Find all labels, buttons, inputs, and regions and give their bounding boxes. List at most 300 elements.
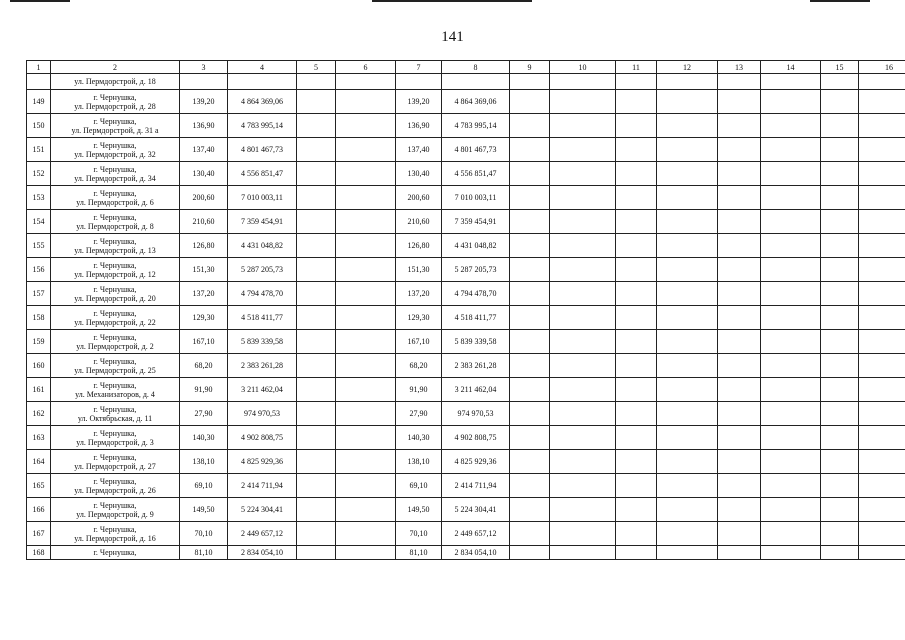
cell-empty	[761, 74, 821, 90]
cell-empty	[718, 138, 761, 162]
cell-empty	[616, 354, 657, 378]
cell-empty	[821, 138, 859, 162]
cell-address	[51, 450, 180, 474]
cell-empty	[510, 474, 550, 498]
column-header: 15	[821, 61, 859, 74]
column-header: 1	[27, 61, 51, 74]
cell-cost: 974 970,53	[228, 402, 297, 426]
cell-empty	[336, 282, 396, 306]
address-street: ул. Пермдорстрой, д. 28	[74, 101, 156, 111]
cell-empty	[616, 450, 657, 474]
cell-empty	[297, 234, 336, 258]
cell-cost: 5 224 304,41	[228, 498, 297, 522]
cell-empty	[297, 330, 336, 354]
cell-empty	[616, 330, 657, 354]
address-street: ул. Пермдорстрой, д. 12	[74, 269, 156, 279]
address-city: г. Чернушка,	[93, 260, 137, 270]
cell-address	[51, 282, 180, 306]
cell-empty	[336, 330, 396, 354]
cell-empty	[859, 186, 905, 210]
cell-empty	[821, 74, 859, 90]
cell-area: 138,10	[180, 450, 228, 474]
cell-address	[51, 426, 180, 450]
cell-empty	[297, 546, 336, 560]
cell-row-number: 154	[27, 210, 51, 234]
cell-address	[51, 114, 180, 138]
cell-empty	[297, 450, 336, 474]
cell-row-number: 153	[27, 186, 51, 210]
cell-empty	[336, 522, 396, 546]
address-city: г. Чернушка,	[93, 140, 137, 150]
cell-empty	[859, 90, 905, 114]
address-street: ул. Пермдорстрой, д. 27	[74, 461, 156, 471]
cell-empty	[821, 258, 859, 282]
cell-empty	[821, 282, 859, 306]
cell-empty	[510, 258, 550, 282]
cell-cost: 4 902 808,75	[228, 426, 297, 450]
cell-empty	[510, 450, 550, 474]
cell-address	[51, 546, 180, 560]
cell-cost: 2 383 261,28	[228, 354, 297, 378]
cell-empty	[859, 162, 905, 186]
cell-empty	[297, 162, 336, 186]
cell-cost-total: 4 431 048,82	[442, 234, 510, 258]
cell-area-total: 140,30	[396, 426, 442, 450]
address-city: г. Чернушка,	[93, 428, 137, 438]
cell-empty	[718, 186, 761, 210]
cell-empty	[550, 402, 616, 426]
cell-empty	[297, 306, 336, 330]
cell-area: 68,20	[180, 354, 228, 378]
address-city: г. Чернушка,	[93, 92, 137, 102]
cell-empty	[510, 522, 550, 546]
cell-area: 140,30	[180, 426, 228, 450]
top-rule-center	[372, 0, 532, 2]
cell-empty	[616, 90, 657, 114]
cell-empty	[297, 74, 336, 90]
cell-empty	[859, 330, 905, 354]
cell-area-total: 68,20	[396, 354, 442, 378]
cell-empty	[616, 522, 657, 546]
column-header: 10	[550, 61, 616, 74]
carryover-row	[27, 74, 905, 90]
cell-empty	[336, 474, 396, 498]
address-street: ул. Пермдорстрой, д. 34	[74, 173, 156, 183]
column-header: 11	[616, 61, 657, 74]
cell-empty	[616, 186, 657, 210]
address-street: ул. Пермдорстрой, д. 9	[76, 509, 154, 519]
cell-empty	[821, 234, 859, 258]
cell-area: 137,40	[180, 138, 228, 162]
cell-row-number: 158	[27, 306, 51, 330]
cell-empty	[616, 234, 657, 258]
cell-empty	[718, 210, 761, 234]
column-header: 8	[442, 61, 510, 74]
cell-empty	[336, 186, 396, 210]
cell-address	[51, 522, 180, 546]
cell-row-number: 166	[27, 498, 51, 522]
cell-empty	[657, 282, 718, 306]
cell-area-total: 126,80	[396, 234, 442, 258]
property-register-table	[26, 60, 905, 560]
column-header: 3	[180, 61, 228, 74]
cell-empty	[821, 378, 859, 402]
cell-cost: 5 839 339,58	[228, 330, 297, 354]
cell-empty	[336, 258, 396, 282]
cell-empty	[336, 546, 396, 560]
cell-area-total: 139,20	[396, 90, 442, 114]
cell-area-total: 130,40	[396, 162, 442, 186]
cell-empty	[510, 186, 550, 210]
cell-empty	[859, 258, 905, 282]
cell-empty	[718, 330, 761, 354]
cell-empty	[550, 546, 616, 560]
cell-cost: 4 825 929,36	[228, 450, 297, 474]
cell-address	[51, 90, 180, 114]
cell-area-total: 167,10	[396, 330, 442, 354]
cell-empty	[550, 114, 616, 138]
cell-empty	[657, 378, 718, 402]
cell-empty	[761, 210, 821, 234]
cell-empty	[550, 162, 616, 186]
cell-empty	[859, 306, 905, 330]
cell-empty	[27, 74, 51, 90]
cell-empty	[336, 426, 396, 450]
address-street: ул. Пермдорстрой, д. 26	[74, 485, 156, 495]
address-street: ул. Пермдорстрой, д. 2	[76, 341, 154, 351]
cell-empty	[761, 330, 821, 354]
table-row	[27, 90, 905, 114]
cell-empty	[297, 138, 336, 162]
cell-area: 70,10	[180, 522, 228, 546]
cell-empty	[616, 378, 657, 402]
cell-empty	[821, 330, 859, 354]
cell-empty	[657, 186, 718, 210]
cell-address	[51, 138, 180, 162]
cell-cost: 4 801 467,73	[228, 138, 297, 162]
cell-empty	[761, 354, 821, 378]
cell-empty	[297, 282, 336, 306]
cell-empty	[510, 210, 550, 234]
cell-empty	[821, 90, 859, 114]
cell-empty	[336, 210, 396, 234]
address-city: г. Чернушка,	[93, 476, 137, 486]
cell-cost-total: 5 839 339,58	[442, 330, 510, 354]
cell-empty	[657, 138, 718, 162]
cell-address	[51, 234, 180, 258]
cell-address	[51, 330, 180, 354]
cell-empty	[510, 546, 550, 560]
cell-empty	[616, 426, 657, 450]
cell-empty	[336, 114, 396, 138]
address-street: ул. Пермдорстрой, д. 16	[74, 533, 156, 543]
cell-address: ул. Пермдорстрой, д. 18	[51, 74, 180, 90]
cell-empty	[550, 258, 616, 282]
cell-empty	[550, 354, 616, 378]
cell-empty	[510, 426, 550, 450]
table-row	[27, 522, 905, 546]
table-row	[27, 330, 905, 354]
cell-empty	[821, 402, 859, 426]
cell-area: 91,90	[180, 378, 228, 402]
cell-row-number: 168	[27, 546, 51, 560]
cell-empty	[297, 522, 336, 546]
cell-empty	[336, 378, 396, 402]
cell-empty	[616, 306, 657, 330]
cell-empty	[510, 282, 550, 306]
table-row	[27, 498, 905, 522]
address-city: г. Чернушка,	[93, 380, 137, 390]
cell-area-total: 129,30	[396, 306, 442, 330]
cell-area-total: 210,60	[396, 210, 442, 234]
cell-empty	[761, 546, 821, 560]
cell-cost-total: 7 359 454,91	[442, 210, 510, 234]
cell-address	[51, 498, 180, 522]
cell-empty	[550, 330, 616, 354]
cell-empty	[550, 282, 616, 306]
cell-empty	[510, 234, 550, 258]
cell-cost: 4 794 478,70	[228, 282, 297, 306]
cell-empty	[510, 402, 550, 426]
cell-empty	[657, 498, 718, 522]
cell-area-total: 138,10	[396, 450, 442, 474]
cell-row-number: 159	[27, 330, 51, 354]
cell-area-total: 91,90	[396, 378, 442, 402]
cell-row-number: 155	[27, 234, 51, 258]
cell-empty	[718, 162, 761, 186]
cell-empty	[821, 186, 859, 210]
cell-row-number: 152	[27, 162, 51, 186]
cell-empty	[616, 498, 657, 522]
cell-empty	[761, 162, 821, 186]
cell-empty	[821, 162, 859, 186]
cell-empty	[859, 450, 905, 474]
cell-area-total: 137,20	[396, 282, 442, 306]
cell-address	[51, 186, 180, 210]
cell-empty	[297, 210, 336, 234]
table-row	[27, 378, 905, 402]
cell-empty	[761, 498, 821, 522]
cell-row-number: 164	[27, 450, 51, 474]
cell-empty	[761, 426, 821, 450]
cell-empty	[336, 498, 396, 522]
cell-row-number: 150	[27, 114, 51, 138]
table-row	[27, 306, 905, 330]
cell-empty	[616, 546, 657, 560]
cell-empty	[297, 474, 336, 498]
cell-empty	[657, 402, 718, 426]
cell-empty	[821, 498, 859, 522]
cell-empty	[821, 354, 859, 378]
address-street: ул. Пермдорстрой, д. 22	[74, 317, 156, 327]
cell-empty	[510, 162, 550, 186]
cell-empty	[859, 234, 905, 258]
address-city: г. Чернушка,	[93, 284, 137, 294]
cell-row-number: 161	[27, 378, 51, 402]
column-header: 7	[396, 61, 442, 74]
cell-empty	[657, 162, 718, 186]
cell-empty	[510, 90, 550, 114]
table-row	[27, 402, 905, 426]
cell-row-number: 162	[27, 402, 51, 426]
cell-empty	[616, 402, 657, 426]
cell-empty	[859, 74, 905, 90]
cell-cost-total: 4 902 808,75	[442, 426, 510, 450]
address-city: г. Чернушка,	[93, 524, 137, 534]
cell-address	[51, 474, 180, 498]
cell-empty	[657, 354, 718, 378]
cell-address	[51, 258, 180, 282]
cell-empty	[718, 234, 761, 258]
cell-area: 129,30	[180, 306, 228, 330]
cell-empty	[718, 498, 761, 522]
cell-empty	[657, 450, 718, 474]
cell-cost: 2 414 711,94	[228, 474, 297, 498]
address-street: ул. Пермдорстрой, д. 13	[74, 245, 156, 255]
cell-empty	[336, 234, 396, 258]
cell-empty	[550, 234, 616, 258]
cell-empty	[550, 474, 616, 498]
table-row	[27, 162, 905, 186]
cell-cost-total: 4 783 995,14	[442, 114, 510, 138]
cell-cost: 2 834 054,10	[228, 546, 297, 560]
cell-empty	[336, 450, 396, 474]
table-row	[27, 282, 905, 306]
cell-empty	[859, 498, 905, 522]
cell-address	[51, 210, 180, 234]
cell-cost: 4 864 369,06	[228, 90, 297, 114]
column-header: 5	[297, 61, 336, 74]
cell-address	[51, 306, 180, 330]
cell-empty	[657, 74, 718, 90]
cell-empty	[761, 378, 821, 402]
cell-empty	[657, 258, 718, 282]
cell-empty	[228, 74, 297, 90]
cell-empty	[336, 402, 396, 426]
cell-empty	[821, 522, 859, 546]
address-city: г. Чернушка,	[93, 332, 137, 342]
cell-empty	[761, 474, 821, 498]
column-header: 12	[657, 61, 718, 74]
cell-row-number: 156	[27, 258, 51, 282]
address-city: г. Чернушка,	[93, 308, 137, 318]
cell-empty	[297, 186, 336, 210]
cell-empty	[657, 546, 718, 560]
cell-empty	[718, 90, 761, 114]
table-row	[27, 138, 905, 162]
top-rule-right	[810, 0, 870, 2]
cell-empty	[616, 138, 657, 162]
cell-area: 136,90	[180, 114, 228, 138]
cell-empty	[616, 210, 657, 234]
cell-empty	[761, 306, 821, 330]
cell-area-total: 69,10	[396, 474, 442, 498]
cell-empty	[657, 114, 718, 138]
cell-empty	[550, 306, 616, 330]
cell-area: 69,10	[180, 474, 228, 498]
cell-empty	[297, 114, 336, 138]
cell-area: 167,10	[180, 330, 228, 354]
column-header: 9	[510, 61, 550, 74]
cell-empty	[616, 258, 657, 282]
cell-empty	[550, 74, 616, 90]
cell-empty	[180, 74, 228, 90]
cell-empty	[510, 498, 550, 522]
address-street: ул. Механизаторов, д. 4	[75, 389, 155, 399]
cell-empty	[718, 426, 761, 450]
cell-cost-total: 4 825 929,36	[442, 450, 510, 474]
header-row	[27, 61, 905, 74]
cell-area: 27,90	[180, 402, 228, 426]
address-street: ул. Пермдорстрой, д. 32	[74, 149, 156, 159]
cell-empty	[550, 378, 616, 402]
cell-cost-total: 2 834 054,10	[442, 546, 510, 560]
cell-empty	[336, 74, 396, 90]
address-city: г. Чернушка,	[93, 164, 137, 174]
cell-empty	[396, 74, 442, 90]
cell-empty	[761, 402, 821, 426]
table-row	[27, 186, 905, 210]
cell-empty	[718, 306, 761, 330]
cell-empty	[297, 378, 336, 402]
cell-empty	[821, 450, 859, 474]
cell-empty	[657, 474, 718, 498]
cell-cost-total: 4 518 411,77	[442, 306, 510, 330]
cell-empty	[761, 258, 821, 282]
cell-empty	[550, 210, 616, 234]
column-header: 14	[761, 61, 821, 74]
cell-empty	[616, 114, 657, 138]
cell-row-number: 160	[27, 354, 51, 378]
column-header: 4	[228, 61, 297, 74]
cell-empty	[761, 234, 821, 258]
cell-empty	[821, 546, 859, 560]
cell-empty	[761, 450, 821, 474]
cell-empty	[859, 546, 905, 560]
cell-empty	[859, 522, 905, 546]
cell-empty	[297, 498, 336, 522]
cell-row-number: 165	[27, 474, 51, 498]
cell-cost: 5 287 205,73	[228, 258, 297, 282]
address-city: г. Чернушка,	[93, 236, 137, 246]
cell-empty	[761, 138, 821, 162]
cell-row-number: 151	[27, 138, 51, 162]
address-city: г. Чернушка,	[93, 452, 137, 462]
cell-cost-total: 5 224 304,41	[442, 498, 510, 522]
cell-cost: 2 449 657,12	[228, 522, 297, 546]
cell-cost: 4 556 851,47	[228, 162, 297, 186]
cell-cost-total: 2 449 657,12	[442, 522, 510, 546]
address-city: г. Чернушка,	[93, 188, 137, 198]
cell-cost: 4 783 995,14	[228, 114, 297, 138]
cell-cost-total: 2 414 711,94	[442, 474, 510, 498]
page-number: 141	[441, 29, 464, 45]
cell-empty	[550, 426, 616, 450]
cell-empty	[297, 402, 336, 426]
cell-cost-total: 5 287 205,73	[442, 258, 510, 282]
column-header: 16	[859, 61, 905, 74]
cell-cost: 4 431 048,82	[228, 234, 297, 258]
cell-empty	[821, 210, 859, 234]
cell-empty	[859, 210, 905, 234]
cell-cost: 7 010 003,11	[228, 186, 297, 210]
cell-empty	[718, 74, 761, 90]
cell-cost-total: 7 010 003,11	[442, 186, 510, 210]
cell-area: 149,50	[180, 498, 228, 522]
cell-empty	[442, 74, 510, 90]
cell-area-total: 27,90	[396, 402, 442, 426]
cell-empty	[718, 354, 761, 378]
